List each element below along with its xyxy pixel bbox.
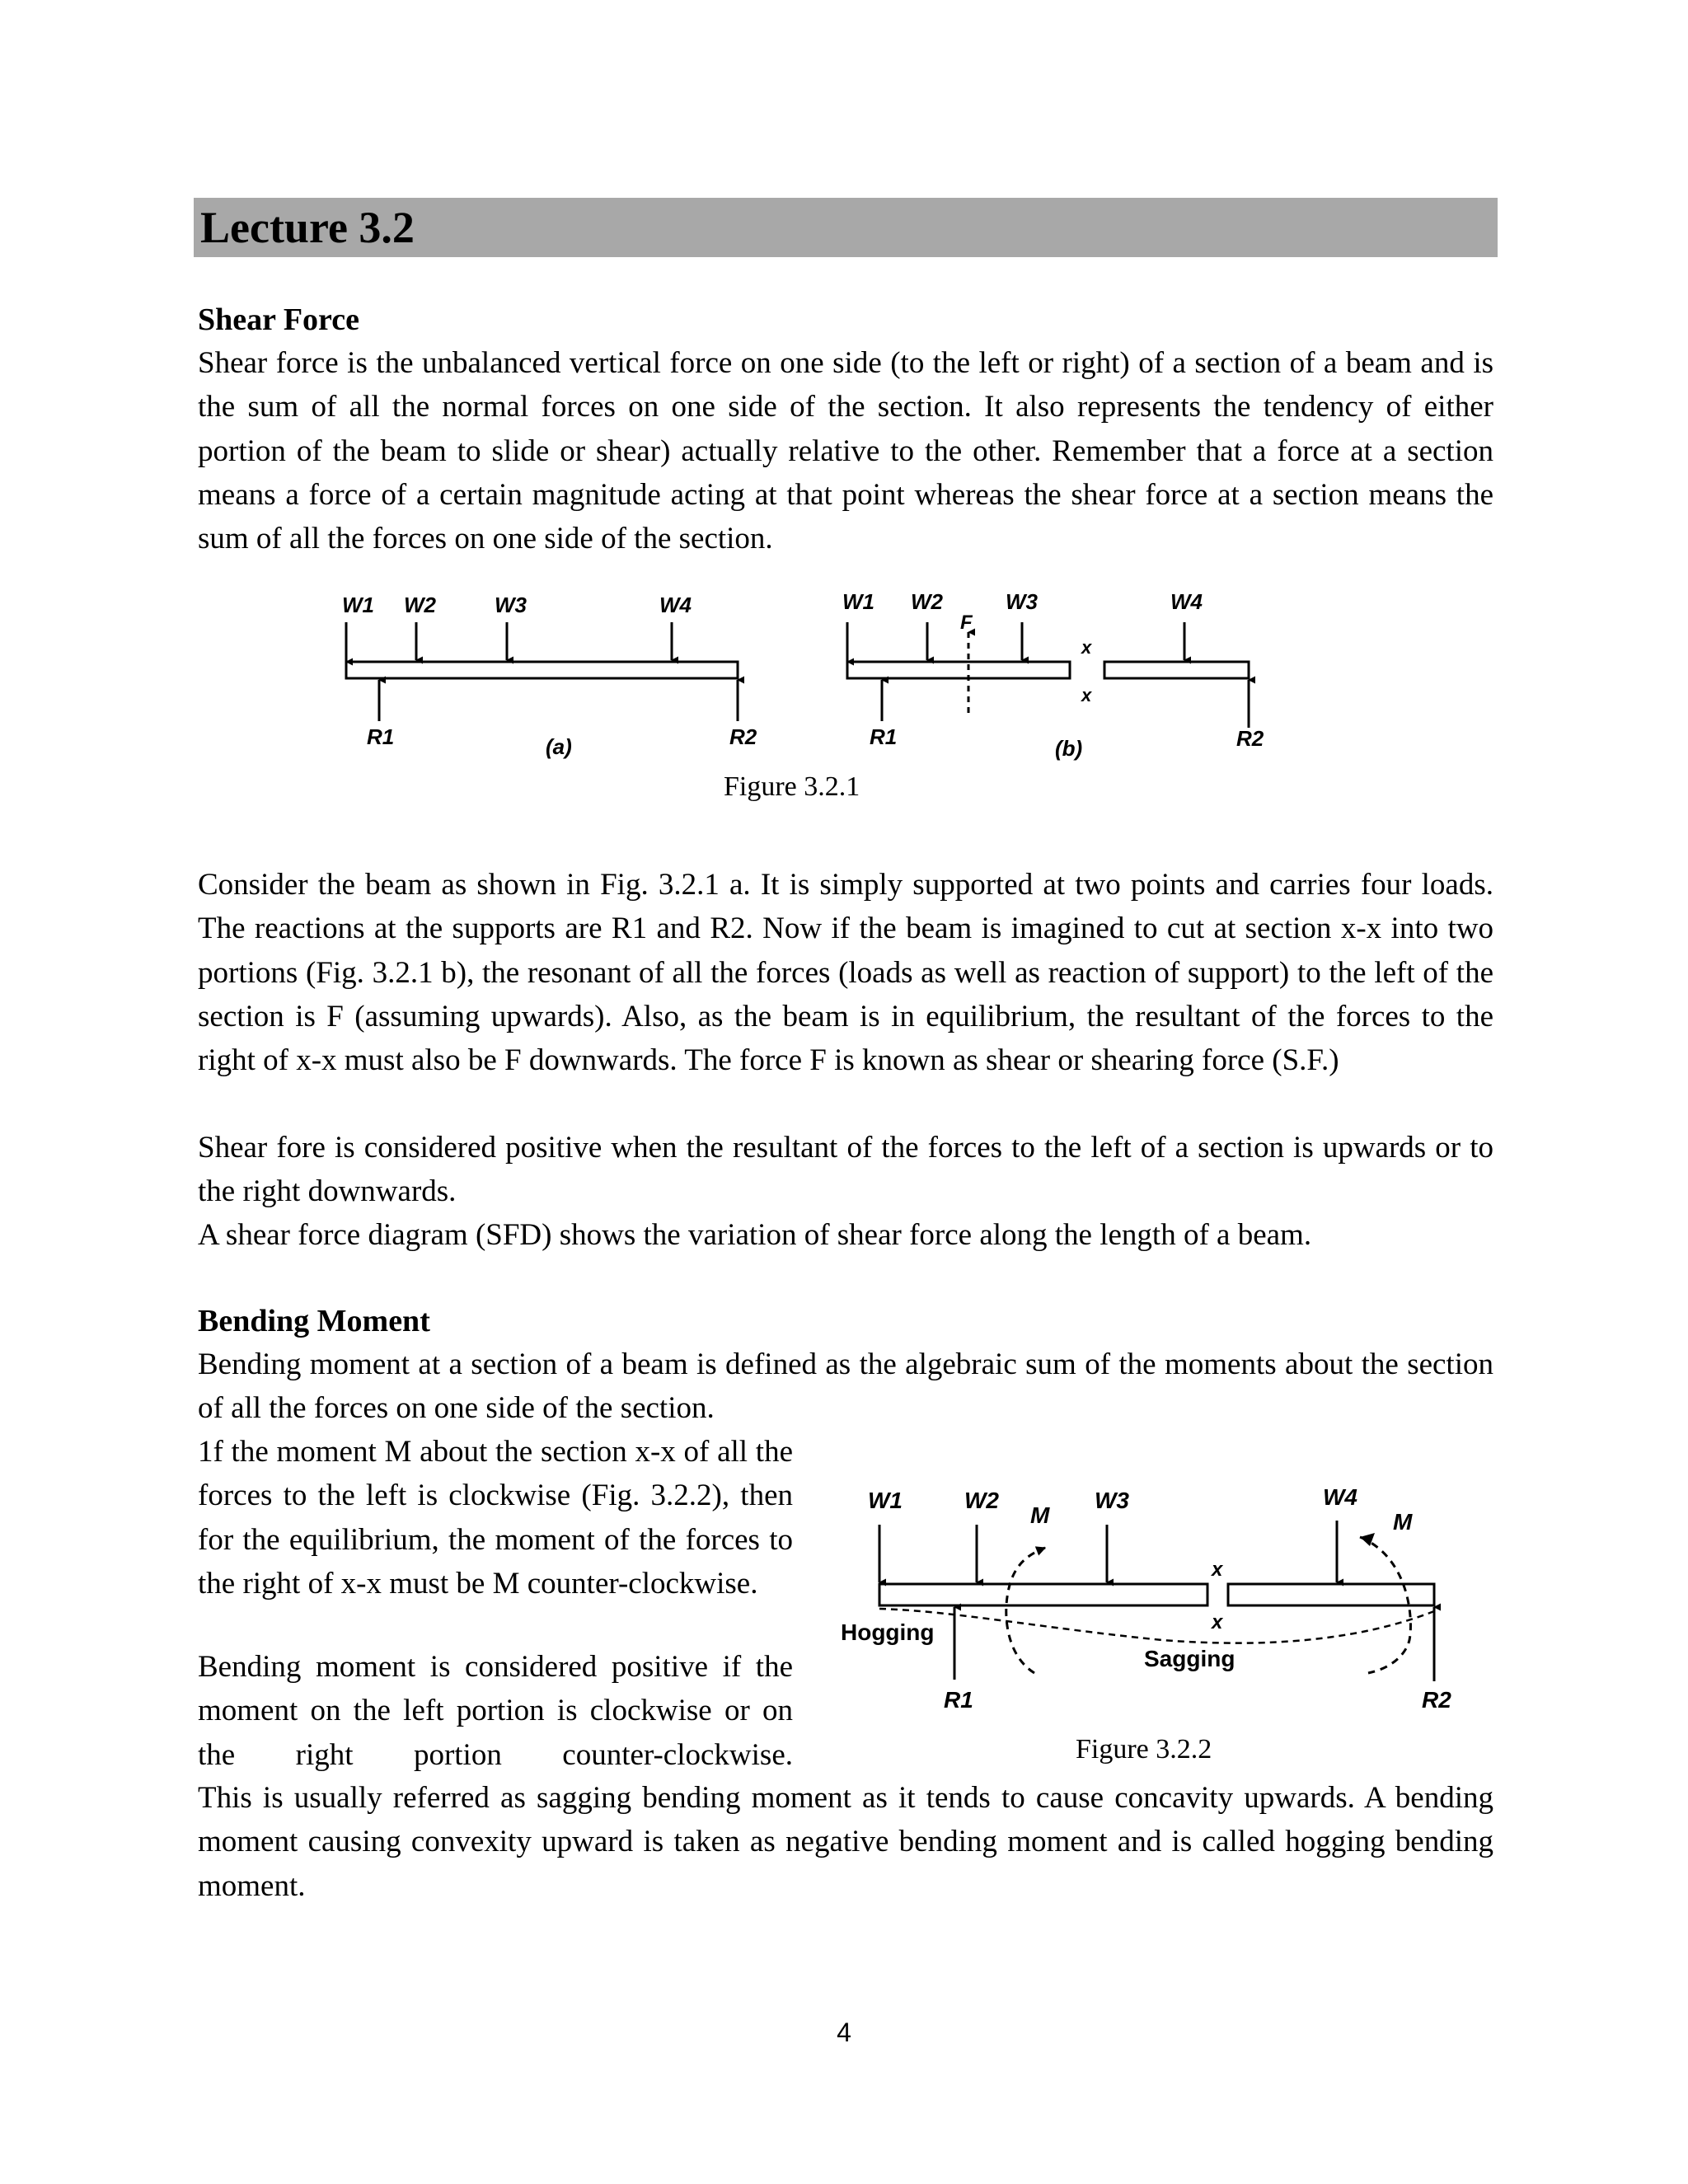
label-b: (b) bbox=[1055, 736, 1083, 761]
label-section-x-bottom: x bbox=[1212, 1611, 1223, 1633]
label-sagging: Sagging bbox=[1144, 1646, 1236, 1671]
label-a: (a) bbox=[546, 734, 572, 759]
label-moment-left: M bbox=[1030, 1502, 1050, 1528]
label-w1-a: W1 bbox=[342, 593, 374, 617]
bending-moment-heading: Bending Moment bbox=[198, 1304, 430, 1338]
label-r2: R2 bbox=[1422, 1687, 1451, 1713]
figure-3-2-2 bbox=[832, 1475, 1475, 1722]
label-w2-b: W2 bbox=[911, 589, 943, 614]
label-moment-right: M bbox=[1393, 1509, 1413, 1535]
label-w1-b: W1 bbox=[842, 589, 874, 614]
label-r1: R1 bbox=[944, 1687, 973, 1713]
label-section-x-bottom: x bbox=[1081, 685, 1092, 705]
shear-force-heading: Shear Force bbox=[198, 302, 359, 337]
shear-force-paragraph: Shear force is the unbalanced vertical force on one side (to the left or right) of a section of a beam and is the sum of all the normal forces on one side of the section. It also represents the tendency of either portion of the beam to slide or shear) actually relative to the other. Remember that a force at a section means a force of a certain magnitude acting at that point whereas the shear force at a section means the sum of all the forces on one side of the section. bbox=[198, 346, 1493, 556]
label-w4-b: W4 bbox=[1170, 589, 1203, 614]
moment-arc-left bbox=[1006, 1548, 1045, 1673]
page-number: 4 bbox=[837, 2018, 851, 2047]
label-w2-a: W2 bbox=[404, 593, 436, 617]
label-w1: W1 bbox=[868, 1488, 903, 1513]
deflection-curve bbox=[879, 1609, 1434, 1643]
sagging-hogging-paragraph: This is usually referred as sagging bending moment as it tends to cause concavity upwards. A bending moment causing convexity upward is taken as negative bending moment and is called hogging bending moment. bbox=[198, 1781, 1493, 1903]
label-w3-b: W3 bbox=[1006, 589, 1038, 614]
figure-3-2-2-caption: Figure 3.2.2 bbox=[1076, 1734, 1212, 1765]
figure-3-2-1-caption: Figure 3.2.1 bbox=[724, 771, 860, 802]
lecture-title: Lecture 3.2 bbox=[200, 203, 415, 252]
label-w3-a: W3 bbox=[495, 593, 527, 617]
label-r1-a: R1 bbox=[367, 724, 395, 749]
bending-moment-definition: Bending moment at a section of a beam is defined as the algebraic sum of the moments about the section of all the forces on one side of the section. bbox=[198, 1347, 1493, 1426]
label-hogging: Hogging bbox=[841, 1619, 935, 1645]
sfd-paragraph: A shear force diagram (SFD) shows the variation of shear force along the length of a beam. bbox=[198, 1218, 1312, 1252]
label-w3: W3 bbox=[1095, 1488, 1129, 1513]
shear-sign-paragraph: Shear fore is considered positive when the resultant of the forces to the left of a section is upwards or to the right downwards. bbox=[198, 1131, 1493, 1209]
figure-3-2-1 bbox=[330, 581, 1302, 766]
label-w4: W4 bbox=[1323, 1484, 1357, 1510]
beam-b bbox=[842, 589, 1264, 761]
label-w2: W2 bbox=[964, 1488, 999, 1513]
left-beam-portion bbox=[879, 1584, 1207, 1605]
consider-paragraph: Consider the beam as shown in Fig. 3.2.1 a. It is simply supported at two points and carries four loads. The reactions at the supports are R1 and R2. Now if the beam is imagined to cut at section x-x into two portions (Fig. 3.2.1 b), the resonant of all the forces (loads as well as reaction of support) to the left of the section is F (assuming upwards). Also, as the beam is in equilibrium, the resultant of the forces to the right of x-x must also be F downwards. The force F is known as shear or shearing force (S.F.) bbox=[198, 868, 1493, 1078]
bending-moment-side-text-2: Bending moment is considered positive if the moment on the left portion is clockwise or on the right portion counter-clockwise. bbox=[198, 1650, 793, 1772]
label-r2-a: R2 bbox=[729, 724, 757, 749]
label-f: F bbox=[960, 612, 973, 634]
beam-a bbox=[342, 593, 757, 759]
label-r2-b: R2 bbox=[1236, 726, 1264, 751]
lecture-banner bbox=[194, 198, 1498, 257]
label-section-x-top: x bbox=[1081, 637, 1092, 658]
bending-moment-side-text-1: 1f the moment M about the section x-x of all the forces to the left is clockwise (Fig. 3.2.2), then for the equilibrium, the moment of the forces to the right of x-x must be M counter-clockwise. bbox=[198, 1435, 793, 1601]
label-r1-b: R1 bbox=[870, 724, 898, 749]
label-w4-a: W4 bbox=[659, 593, 692, 617]
label-section-x-top: x bbox=[1212, 1558, 1223, 1581]
